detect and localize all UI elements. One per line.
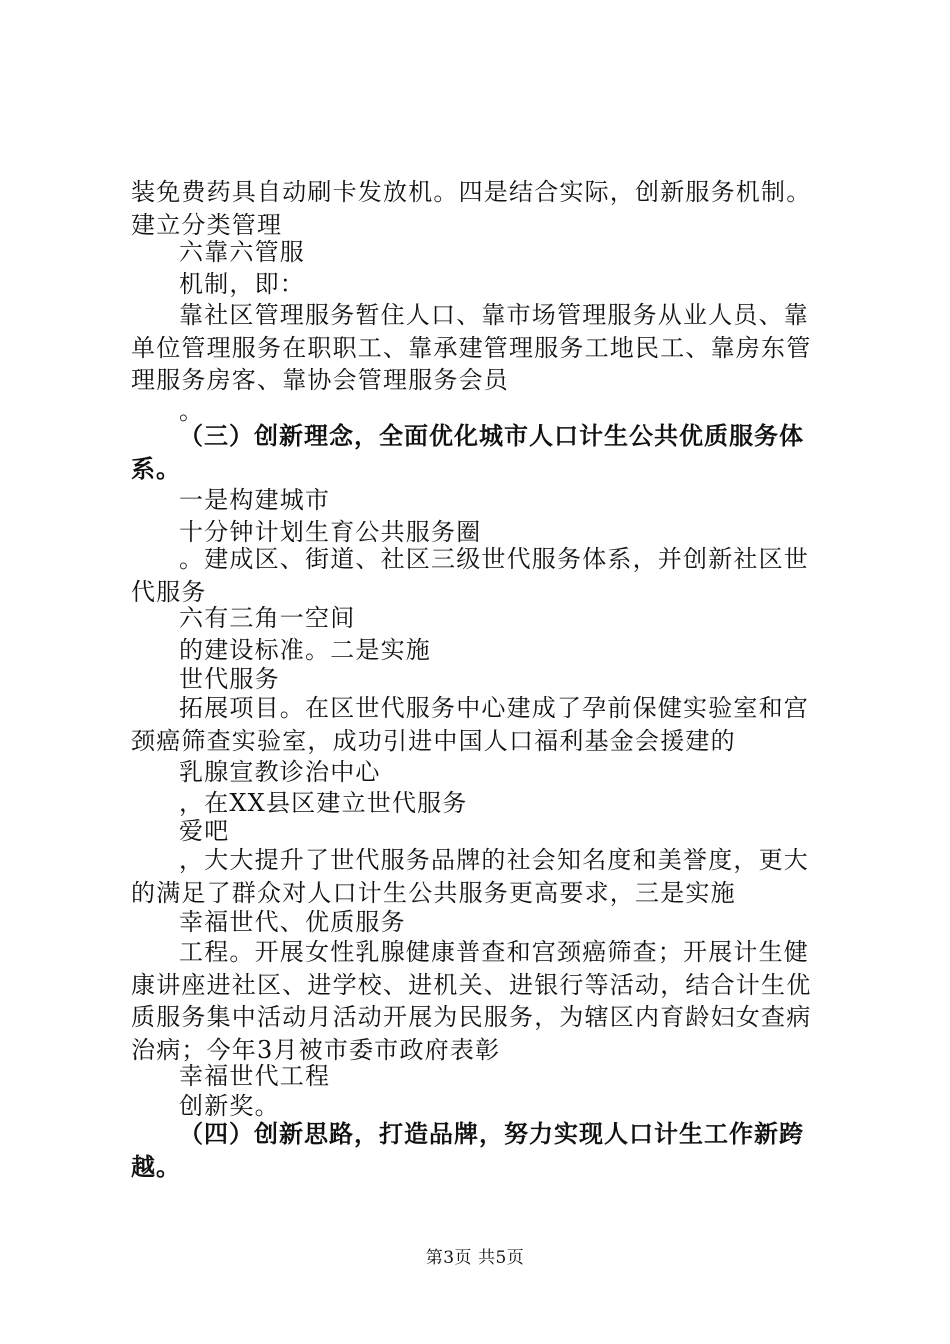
paragraph: 靠社区管理服务暂住人口、靠市场管理服务从业人员、靠单位管理服务在职职工、靠承建管理服务工地民工、靠房东管理服务房客、靠协会管理服务会员 xyxy=(131,301,812,394)
paragraph: 的建设标准。二是实施 xyxy=(179,636,431,664)
paragraph: 。建成区、街道、社区三级世代服务体系，并创新社区世代服务 xyxy=(131,545,809,606)
paragraph: 一是构建城市 xyxy=(179,486,331,514)
paragraph: 装免费药具自动刷卡发放机。四是结合实际，创新服务机制。建立分类管理 xyxy=(131,178,812,239)
paragraph: 工程。开展女性乳腺健康普查和宫颈癌筛查；开展计生健康讲座进社区、进学校、进机关、进银行等活动，结合计生优质服务集中活动月活动开展为民服务，为辖区内育龄妇女查病治病；今年3月被市委市政府表彰 xyxy=(131,938,812,1064)
paragraph: 幸福世代、优质服务 xyxy=(179,908,406,936)
paragraph: 创新奖。 xyxy=(179,1092,280,1120)
paragraph: 六有三角一空间 xyxy=(179,604,356,632)
paragraph: 爱吧 xyxy=(179,817,230,845)
paragraph: 乳腺宣教诊治中心 xyxy=(179,758,381,786)
section-heading: （四）创新思路，打造品牌，努力实现人口计生工作新跨越。 xyxy=(131,1120,804,1181)
paragraph: ，大大提升了世代服务品牌的社会知名度和美誉度，更大的满足了群众对人口计生公共服务更高要求，三是实施 xyxy=(131,846,809,907)
paragraph: 。 xyxy=(179,397,205,425)
paragraph: 幸福世代工程 xyxy=(179,1062,331,1090)
paragraph: 拓展项目。在区世代服务中心建成了孕前保健实验室和宫颈癌筛查实验室，成功引进中国人口福利基金会援建的 xyxy=(131,694,809,755)
paragraph: ，在XX县区建立世代服务 xyxy=(179,789,468,817)
paragraph: 世代服务 xyxy=(179,665,280,693)
paragraph: 六靠六管服 xyxy=(179,238,305,266)
section-heading: （三）创新理念，全面优化城市人口计生公共优质服务体系。 xyxy=(131,422,804,483)
paragraph: 机制，即： xyxy=(179,270,305,298)
paragraph: 十分钟计划生育公共服务圈 xyxy=(179,518,482,546)
page-footer: 第3页 共5页 xyxy=(425,1248,525,1268)
